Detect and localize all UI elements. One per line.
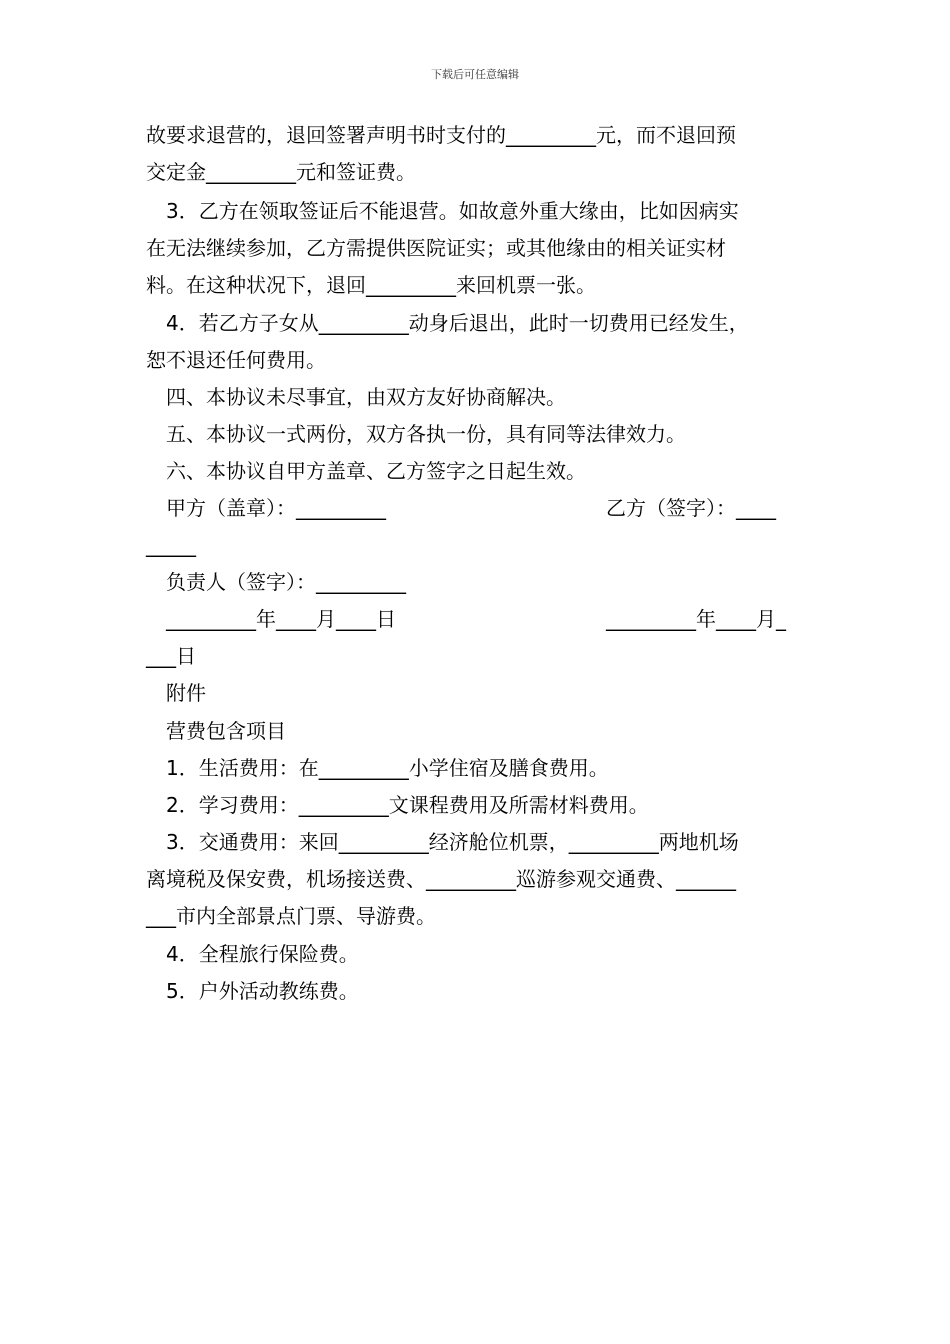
article-6: 六、本协议自甲方盖章、乙方签字之日起生效。	[166, 459, 586, 483]
clause-4: 4．若乙方子女从_________动身后退出，此时一切费用已经发生，	[166, 311, 749, 335]
paragraph-line: 交定金_________元和签证费。	[146, 160, 416, 184]
attachment-subtitle: 营费包含项目	[166, 719, 286, 743]
paragraph-line: 在无法继续参加，乙方需提供医院证实；或其他缘由的相关证实材	[146, 236, 726, 260]
attachment-item-cont: 离境税及保安费，机场接送费、_________巡游参观交通费、______	[146, 867, 736, 891]
date-party-b-cont: ___日	[146, 644, 196, 668]
attachment-item-cont: ___市内全部景点门票、导游费。	[146, 904, 436, 928]
paragraph-line: 故要求退营的，退回签署声明书时支付的_________元，而不退回预	[146, 123, 736, 147]
article-5: 五、本协议一式两份，双方各执一份，具有同等法律效力。	[166, 422, 686, 446]
date-party-b: _________年____月_	[606, 607, 786, 631]
page-header: 下载后可任意编辑	[431, 68, 519, 81]
attachment-item: 4．全程旅行保险费。	[166, 942, 359, 966]
attachment-item: 3．交通费用：来回_________经济舱位机票，_________两地机场	[166, 830, 739, 854]
responsible-signature: 负责人（签字）：_________	[166, 570, 406, 594]
party-b-signature: 乙方（签字）：____	[606, 496, 776, 520]
attachment-item: 5．户外活动教练费。	[166, 979, 359, 1003]
attachment-item: 2．学习费用：_________文课程费用及所需材料费用。	[166, 793, 649, 817]
paragraph-line: 恕不退还任何费用。	[146, 348, 326, 372]
date-party-a: _________年____月____日	[166, 607, 396, 631]
attachment-item: 1．生活费用：在_________小学住宿及膳食费用。	[166, 756, 609, 780]
party-b-signature-cont: _____	[146, 533, 196, 557]
clause-3: 3．乙方在领取签证后不能退营。如故意外重大缘由，比如因病实	[166, 199, 739, 223]
article-4: 四、本协议未尽事宜，由双方友好协商解决。	[166, 385, 566, 409]
party-a-signature: 甲方（盖章）：_________	[166, 496, 386, 520]
attachment-title: 附件	[166, 681, 206, 705]
paragraph-line: 料。在这种状况下，退回_________来回机票一张。	[146, 273, 596, 297]
